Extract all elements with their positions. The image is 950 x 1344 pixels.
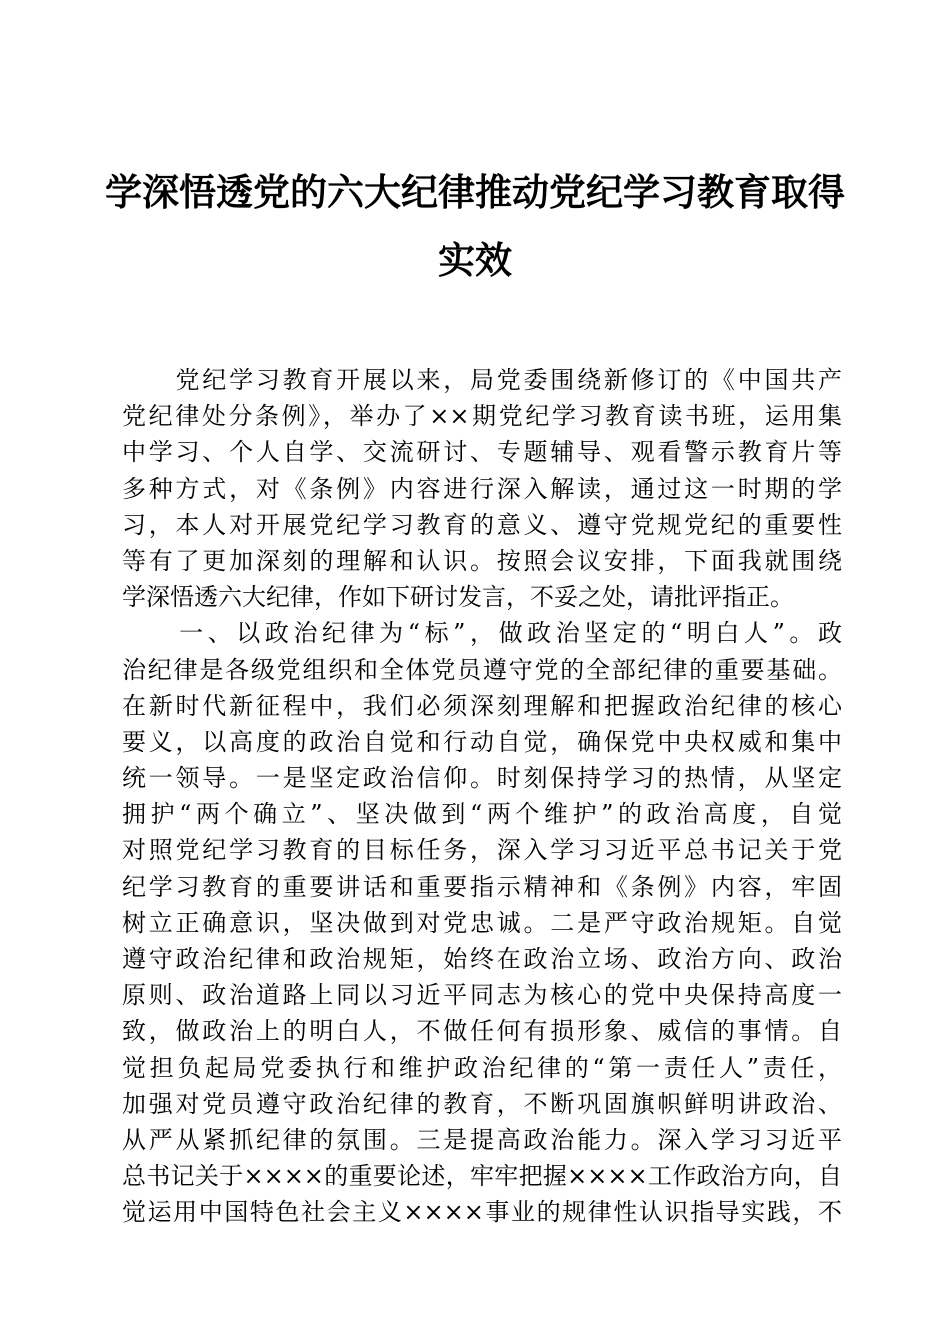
body-line: 要义，以高度的政治自觉和行动自觉，确保党中央权威和集中 <box>122 727 842 756</box>
body-line: 加强对党员遵守政治纪律的教育，不断巩固旗帜鲜明讲政治、 <box>122 1089 842 1118</box>
body-line: 树立正确意识，坚决做到对党忠诚。二是严守政治规矩。自觉 <box>122 908 842 937</box>
body-line: 觉运用中国特色社会主义××××事业的规律性认识指导实践，不 <box>122 1198 842 1227</box>
body-line: 习，本人对开展党纪学习教育的意义、遵守党规党纪的重要性 <box>122 510 842 539</box>
body-line: 中学习、个人自学、交流研讨、专题辅导、观看警示教育片等 <box>122 438 842 467</box>
body-line: 觉担负起局党委执行和维护政治纪律的“第一责任人”责任， <box>122 1053 842 1082</box>
body-line: 党纪学习教育开展以来，局党委围绕新修订的《中国共产 <box>122 366 842 394</box>
body-line: 党纪律处分条例》，举办了××期党纪学习教育读书班，运用集 <box>122 402 842 431</box>
body-line: 治纪律是各级党组织和全体党员遵守党的全部纪律的重要基础。 <box>122 655 842 684</box>
body-line: 学深悟透六大纪律，作如下研讨发言，不妥之处，请批评指正。 <box>122 583 794 612</box>
body-line: 统一领导。一是坚定政治信仰。时刻保持学习的热情，从坚定 <box>122 764 842 793</box>
body-line: 总书记关于××××的重要论述，牢牢把握××××工作政治方向，自 <box>122 1162 842 1191</box>
body-line: 拥护“两个确立”、坚决做到“两个维护”的政治高度，自觉 <box>122 800 842 829</box>
body-line: 在新时代新征程中，我们必须深刻理解和把握政治纪律的核心 <box>122 691 842 720</box>
body-line: 从严从紧抓纪律的氛围。三是提高政治能力。深入学习习近平 <box>122 1125 842 1154</box>
body-line: 致，做政治上的明白人，不做任何有损形象、威信的事情。自 <box>122 1017 842 1046</box>
document-body <box>122 362 842 1231</box>
body-line: 原则、政治道路上同以习近平同志为核心的党中央保持高度一 <box>122 981 842 1010</box>
body-line: 一、以政治纪律为“标”，做政治坚定的“明白人”。政 <box>122 619 842 648</box>
body-line: 遵守政治纪律和政治规矩，始终在政治立场、政治方向、政治 <box>122 945 842 973</box>
body-line: 对照党纪学习教育的目标任务，深入学习习近平总书记关于党 <box>122 836 842 865</box>
body-line: 多种方式，对《条例》内容进行深入解读，通过这一时期的学 <box>122 474 842 503</box>
body-line: 等有了更加深刻的理解和认识。按照会议安排，下面我就围绕 <box>122 546 842 575</box>
document-title-line-1: 学深悟透党的六大纪律推动党纪学习教育取得 <box>105 170 845 214</box>
body-line: 纪学习教育的重要讲话和重要指示精神和《条例》内容，牢固 <box>122 872 842 901</box>
document-title-line-2: 实效 <box>438 238 512 282</box>
